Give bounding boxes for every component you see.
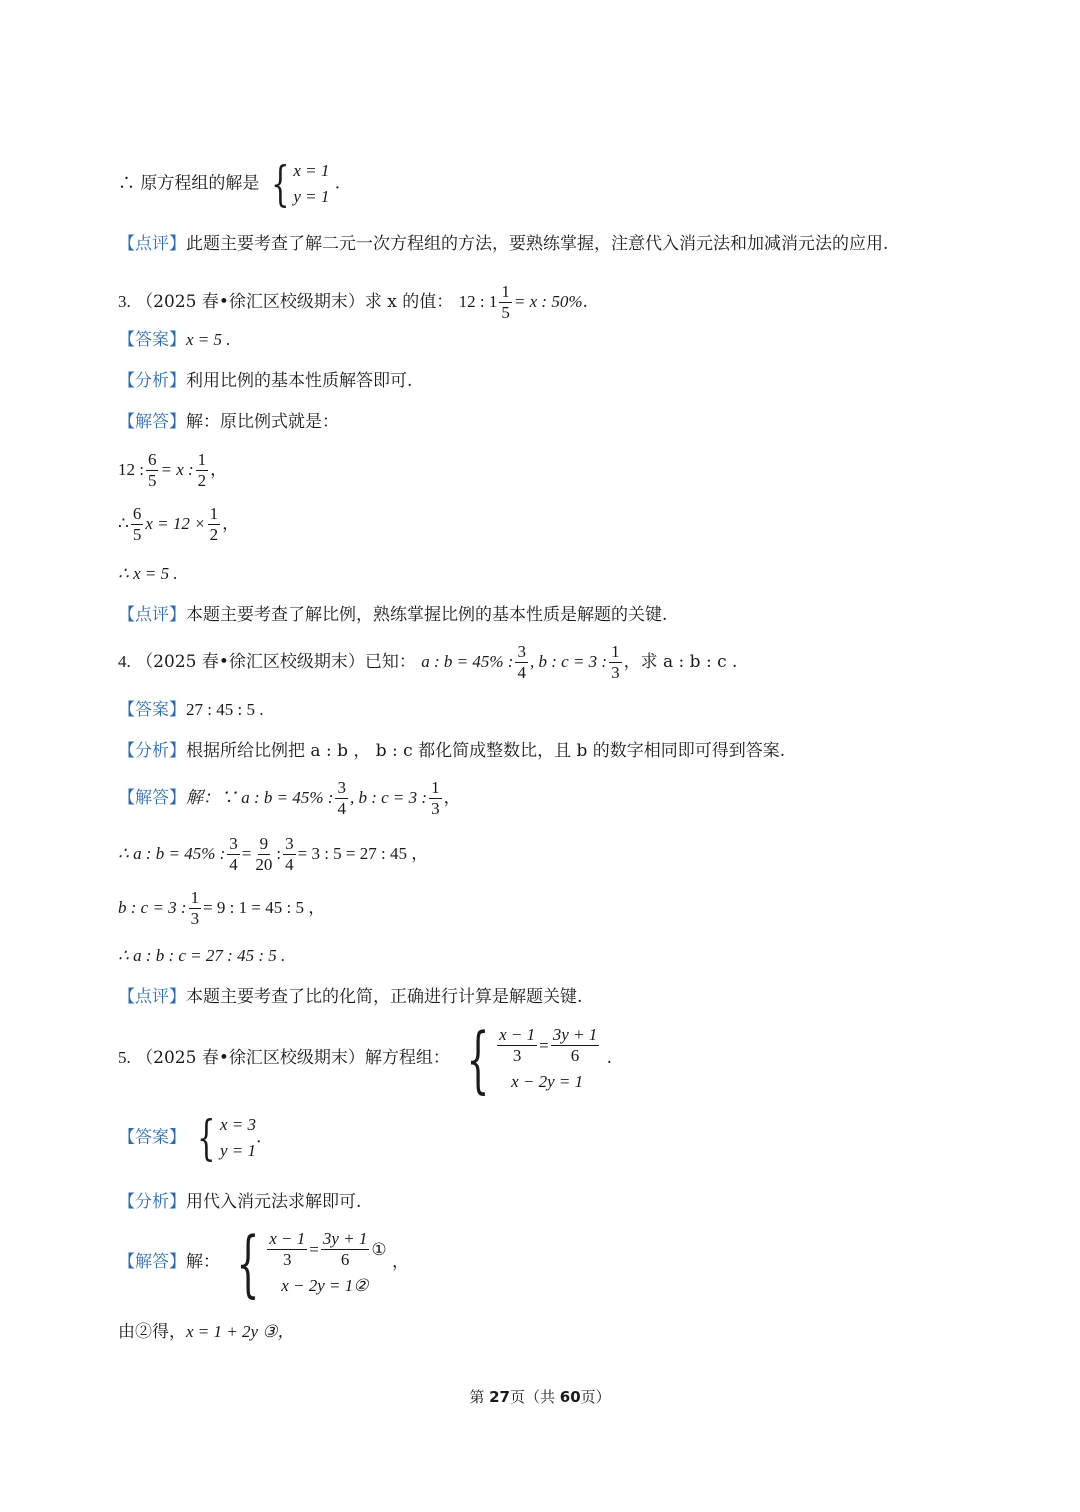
equation-line: ∴ a : b = 45% : $\frac{3}{4}$ = $\frac{9}{20}$ : $\frac{3}{4}$ = 3 : 5 = 27 : 45 ， [118, 834, 429, 874]
analysis-line: 【分析】根据所给比例把 a : b ， b : c 都化简成整数比，且 b 的数字相同即可得到答案. [118, 741, 786, 761]
equation-line: 12 : $\frac{6}{5}$ = x : $\frac{1}{2}$ ， [118, 450, 228, 490]
answer-tag: 【答案】 [118, 330, 186, 350]
solution-tag: 【解答】 [118, 788, 186, 808]
total-pages: 60 [559, 1388, 581, 1406]
question-5: 5. （2025 春•徐汇区校级期末）解方程组： { $\frac{x - 1}{3}$ = $\frac{3y + 1}{6}$ x − 2y = 1 . [118, 1016, 613, 1101]
equation-system: { $\frac{x - 1}{3}$ = $\frac{3y + 1}{6}$ x − 2y = 1 [466, 1016, 598, 1101]
question-source: （2025 春•徐汇区校级期末） [136, 292, 365, 312]
solution-tag: 【解答】 [118, 1252, 186, 1272]
question-source: （2025 春•徐汇区校级期末） [136, 652, 365, 672]
equation-line: ∴ $\frac{6}{5}$ x = 12 × $\frac{1}{2}$ ， [118, 504, 240, 544]
comment-line: 【点评】本题主要考查了比的化简，正确进行计算是解题关键. [118, 987, 583, 1007]
question-source: （2025 春•徐汇区校级期末） [136, 1048, 365, 1068]
comment-line: 【点评】本题主要考查了解比例，熟练掌握比例的基本性质是解题的关键. [118, 605, 668, 625]
analysis-tag: 【分析】 [118, 741, 186, 761]
analysis-tag: 【分析】 [118, 371, 186, 391]
answer-tag: 【答案】 [118, 1127, 186, 1148]
equation-line: ∴ a : b : c = 27 : 45 : 5 . [118, 946, 286, 965]
question-3: 3. （2025 春•徐汇区校级期末）求 x 的值： 12 : 1 $\frac{1}{5}$ = x : 50%. [118, 282, 588, 322]
equation-line: ∴ x = 5 . [118, 564, 178, 583]
page-footer: 第 27页（共 60页） [469, 1388, 611, 1406]
solution-line: 由②得，x = 1 + 2y ③， [118, 1322, 295, 1342]
solution-line: 【解答】解： { $\frac{x - 1}{3}$ = $\frac{3y + 1}{6}$ ① x − 2y = 1② ， [118, 1220, 410, 1305]
question-4: 4. （2025 春•徐汇区校级期末）已知： a : b = 45% : $\frac{3}{4}$ , b : c = 3 : $\frac{1}{3}$ ，求 a : b : c . [118, 642, 738, 682]
solution-conclusion: ∴ 原方程组的解是 { x = 1 y = 1 . [118, 156, 341, 212]
therefore-symbol: ∴ [118, 173, 135, 194]
solution-line: 【解答】解：原比例式就是： [118, 412, 339, 432]
page-number: 27 [489, 1388, 510, 1406]
comment-tag: 【点评】 [118, 605, 186, 625]
solution-tag: 【解答】 [118, 412, 186, 432]
comment-tag: 【点评】 [118, 987, 186, 1007]
equation-line: b : c = 3 : $\frac{1}{3}$ = 9 : 1 = 45 : 5 ， [118, 888, 326, 928]
analysis-line: 【分析】用代入消元法求解即可. [118, 1192, 362, 1212]
answer-line: 【答案】 { x = 3 y = 1 . [118, 1110, 262, 1166]
solution-line: 【解答】解：∵ a : b = 45% : $\frac{3}{4}$ , b : c = 3 : $\frac{1}{3}$ ， [118, 778, 461, 818]
analysis-line: 【分析】利用比例的基本性质解答即可. [118, 371, 413, 391]
analysis-tag: 【分析】 [118, 1192, 186, 1212]
fraction: $\frac{1}{5}$ [501, 282, 510, 322]
answer-tag: 【答案】 [118, 700, 186, 720]
equation-system: { $\frac{x - 1}{3}$ = $\frac{3y + 1}{6}$ ① x − 2y = 1② [236, 1220, 387, 1305]
equation-system: { x = 1 y = 1 [270, 156, 330, 212]
comment-line: 【点评】此题主要考查了解二元一次方程组的方法，要熟练掌握，注意代入消元法和加减消元法的应用. [118, 234, 889, 254]
answer-line: 【答案】x = 5 . [118, 330, 231, 350]
equation-system: { x = 3 y = 1 [197, 1110, 256, 1166]
answer-line: 【答案】27 : 45 : 5 . [118, 700, 264, 720]
comment-tag: 【点评】 [118, 234, 186, 254]
